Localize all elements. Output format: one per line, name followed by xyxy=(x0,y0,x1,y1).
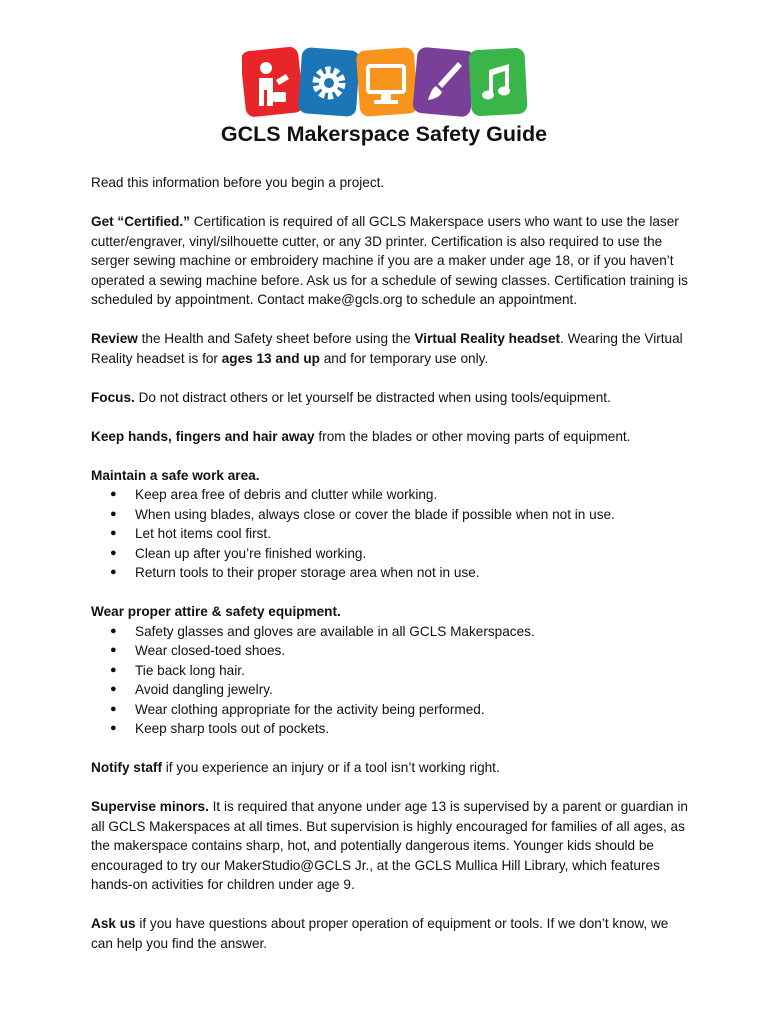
list-item-text: Return tools to their proper storage area when not in use. xyxy=(135,565,480,580)
focus-heading: Focus. xyxy=(91,389,135,405)
minors-section xyxy=(91,797,691,895)
minors-text: It is required that anyone under age 13 is supervised by a parent or guardian in all GCLS Makerspaces at all times. But supervision is highly encouraged for families of all ages, as the makerspace contains sharp, hot, and potentially dangerous items. Younger kids should be encouraged to try our MakerStudio@GCLS Jr., at the GCLS Mullica Hill Library, which features hands-on activities for children under age 9. xyxy=(91,799,688,892)
bullet-icon: ● xyxy=(110,663,117,676)
ask-heading: Ask us xyxy=(91,916,136,931)
page-title: GCLS Makerspace Safety Guide xyxy=(220,122,548,146)
notify-heading: Notify staff xyxy=(91,760,162,775)
attire-heading-paragraph xyxy=(91,602,691,622)
list-item xyxy=(91,641,691,661)
review-bold-ages: ages 13 and up xyxy=(221,350,320,366)
bullet-icon: ● xyxy=(110,488,117,500)
logo-tile-orange xyxy=(356,47,418,117)
list-item xyxy=(91,661,691,681)
certified-section xyxy=(91,212,691,310)
bullet-icon: ● xyxy=(110,702,117,715)
list-item xyxy=(91,622,691,642)
gcls-makerspace-logo xyxy=(242,46,528,118)
list-item-text: Safety glasses and gloves are available in all GCLS Makerspaces. xyxy=(135,623,535,639)
list-item-text: When using blades, always close or cover the blade if possible when not in use. xyxy=(135,506,615,522)
logo-tiles xyxy=(242,46,528,118)
bullet-icon: ● xyxy=(110,722,117,734)
list-item-text: Avoid dangling jewelry. xyxy=(135,682,273,697)
logo-tile-red xyxy=(242,46,304,118)
ask-section xyxy=(91,914,691,953)
focus-text: Do not distract others or let yourself be distracted when using tools/equipment. xyxy=(134,389,611,405)
notify-section xyxy=(91,758,691,778)
list-item-text: Clean up after you’re finished working. xyxy=(135,545,367,561)
attire-list xyxy=(91,622,691,739)
bullet-icon: ● xyxy=(110,683,117,695)
review-bold-vr: Virtual Reality headset xyxy=(414,331,561,346)
bullet-icon: ● xyxy=(110,624,117,637)
logo-tile-green xyxy=(468,48,527,117)
bullet-icon: ● xyxy=(110,566,117,578)
hands-section xyxy=(91,427,691,447)
intro-paragraph: Read this information before you begin a project. xyxy=(91,175,385,190)
review-text-2: . Wearing the Virtual Reality headset is for xyxy=(91,331,683,366)
review-section xyxy=(91,329,691,368)
review-text-1: the Health and Safety sheet before using the xyxy=(137,331,415,346)
review-text-3: and for temporary use only. xyxy=(319,350,489,366)
list-item-text: Keep area free of debris and clutter while working. xyxy=(135,487,438,502)
ask-text: if you have questions about proper operation of equipment or tools. If we don’t know, we can help you find the answer. xyxy=(91,916,669,951)
list-item-text: Wear closed-toed shoes. xyxy=(135,643,286,658)
certified-heading: Get “Certified.” xyxy=(91,214,190,229)
bullet-icon: ● xyxy=(110,644,117,656)
list-item-text: Keep sharp tools out of pockets. xyxy=(135,721,330,736)
bullet-icon: ● xyxy=(110,507,117,520)
bullet-icon: ● xyxy=(110,546,117,559)
certified-text: Certification is required of all GCLS Makerspace users who want to use the laser cutter/engraver, vinyl/silhouette cutter, or any 3D printer. Certification is also required to use the serger sewing machine or embroidery machine if you are a maker under age 18, or if you haven’t operated a sewing machine before. Ask us for a schedule of sewing classes. Certification training is scheduled by appointment. Contact make@gcls.org to schedule an appointment. xyxy=(91,214,688,307)
list-item-text: Wear clothing appropriate for the activity being performed. xyxy=(135,701,485,717)
hands-heading: Keep hands, fingers and hair away xyxy=(91,428,315,444)
review-heading: Review xyxy=(91,331,138,346)
list-item xyxy=(91,680,691,700)
list-item-text: Let hot items cool first. xyxy=(135,526,271,541)
document-body xyxy=(91,173,691,973)
work-area-heading-paragraph xyxy=(91,466,691,486)
minors-heading: Supervise minors. xyxy=(91,799,209,814)
notify-text: if you experience an injury or if a tool isn’t working right. xyxy=(162,760,500,775)
list-item xyxy=(91,485,691,505)
list-item-text: Tie back long hair. xyxy=(135,662,245,678)
list-item xyxy=(91,544,691,564)
work-area-list xyxy=(91,485,691,583)
list-item xyxy=(91,563,691,583)
hands-text: from the blades or other moving parts of equipment. xyxy=(314,428,631,444)
bullet-icon: ● xyxy=(110,527,117,539)
list-item xyxy=(91,505,691,525)
attire-heading: Wear proper attire & safety equipment. xyxy=(91,604,341,619)
focus-section xyxy=(91,388,691,408)
work-area-heading: Maintain a safe work area. xyxy=(91,467,260,483)
list-item xyxy=(91,524,691,544)
list-item xyxy=(91,700,691,720)
list-item xyxy=(91,719,691,739)
